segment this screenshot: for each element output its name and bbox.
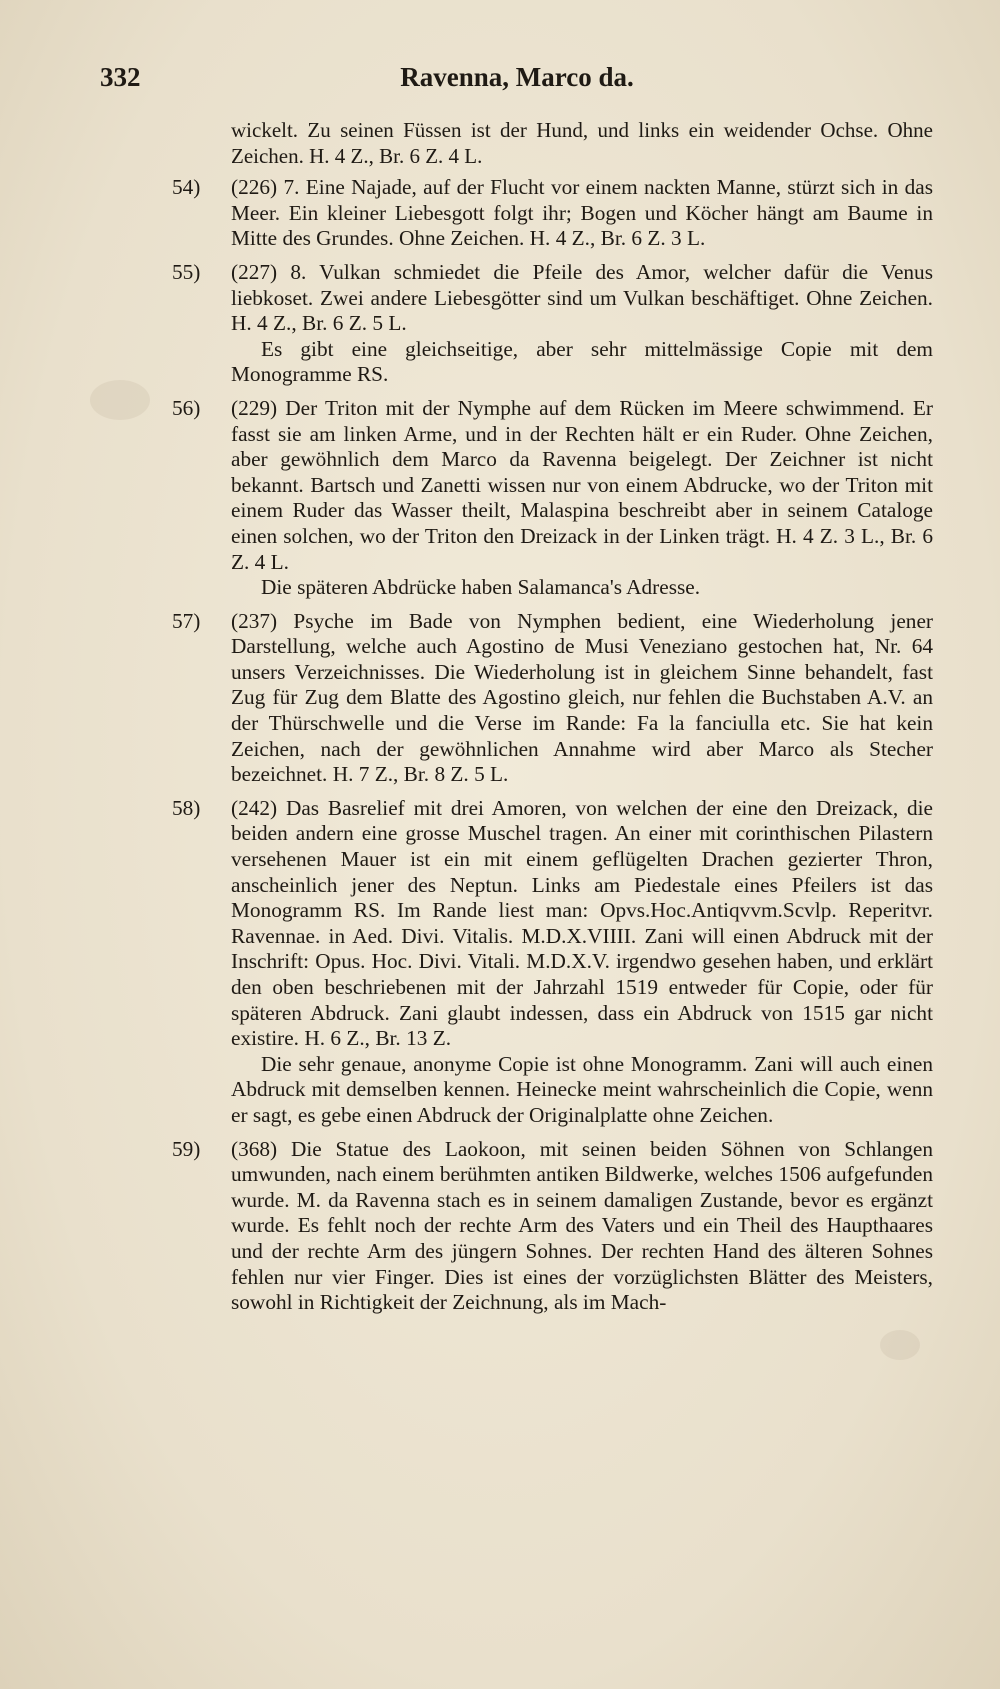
catalog-entry-54 bbox=[172, 175, 933, 252]
catalog-entry-57 bbox=[172, 608, 933, 788]
entry-paragraph: (227) 8. Vulkan schmiedet die Pfeile des Amor, welcher dafür die Venus liebkoset. Zwei andere Liebesgötter sind um Vulkan beschäftiget. Ohne Zeichen. H. 4 Z., Br. 6 Z. 5 L. bbox=[231, 259, 933, 336]
entry-paragraph: Die sehr genaue, anonyme Copie ist ohne Monogramm. Zani will auch einen Abdruck mit demselben kennen. Heinecke meint wahrscheinlich die Copie, wenn er sagt, es gebe einen Abdruck der Originalplatte ohne Zeichen. bbox=[231, 1051, 933, 1127]
catalog-entry-55 bbox=[172, 259, 933, 388]
entry-paragraph: (226) 7. Eine Najade, auf der Flucht vor einem nackten Manne, stürzt sich in das Meer. Ein kleiner Liebesgott folgt ihr; Bogen und Köcher hängt am Baume in Mitte des Grundes. Ohne Zeichen. H. 4 Z., Br. 6 Z. 3 L. bbox=[231, 175, 933, 251]
entry-number: 55) bbox=[172, 259, 201, 284]
catalog-entry-58 bbox=[172, 795, 933, 1129]
entry-number: 57) bbox=[172, 608, 201, 633]
entry-paragraph: (229) Der Triton mit der Nymphe auf dem Rücken im Meere schwimmend. Er fasst sie am linken Arme, und in der Rechten hält er ein Ruder. Ohne Zeichen, aber gewöhnlich dem Marco da Ravenna beigelegt. Der Zeichner ist nicht bekannt. Bartsch und Zanetti wissen nur von einem Abdrucke, wo der Triton mit einem Ruder das Wasser theilt, Malaspina beschreibt aber in seinem Cataloge einen solchen, wo der Triton den Dreizack in der Linken trägt. H. 4 Z. 3 L., Br. 6 Z. 4 L. bbox=[231, 395, 933, 574]
paper-stain bbox=[880, 1330, 920, 1360]
entry-number: 56) bbox=[172, 395, 201, 420]
running-title: Ravenna, Marco da. bbox=[400, 62, 634, 92]
entry-paragraph: Es gibt eine gleichseitige, aber sehr mittelmässige Copie mit dem Monogramme RS. bbox=[231, 336, 933, 387]
entry-paragraph: (368) Die Statue des Laokoon, mit seinen beiden Söhnen von Schlangen umwunden, nach einem berühmten antiken Bildwerke, welches 1506 aufgefunden wurde. M. da Ravenna stach es in seinem damaligen Zustande, bevor es ergänzt wurde. Es fehlt noch der rechte Arm des Vaters und ein Theil des Haupthaares und der rechte Arm des jüngern Sohnes. Der rechten Hand des älteren Sohnes fehlen nur vier Finger. Dies ist eines der vorzüglichsten Blätter des Meisters, sowohl in Richtigkeit der Zeichnung, als im Mach- bbox=[231, 1136, 933, 1315]
page-number: 332 bbox=[100, 62, 141, 92]
entry-number: 54) bbox=[172, 175, 201, 200]
entry-number: 58) bbox=[172, 795, 201, 820]
entry-number: 59) bbox=[172, 1136, 201, 1161]
opening-paragraph: wickelt. Zu seinen Füssen ist der Hund, und links ein weidender Ochse. Ohne Zeichen. H. 4 Z., Br. 6 Z. 4 L. bbox=[231, 118, 933, 168]
body-text bbox=[172, 118, 933, 1316]
catalog-entry-59 bbox=[172, 1136, 933, 1316]
catalog-entry-56 bbox=[172, 395, 933, 601]
paper-stain bbox=[90, 380, 150, 420]
entry-paragraph: (237) Psyche im Bade von Nymphen bedient, eine Wiederholung jener Darstellung, welche auch Agostino de Musi Veneziano gestochen hat, Nr. 64 unsers Verzeichnisses. Die Wiederholung ist in gleichem Sinne behandelt, fast Zug für Zug dem Blatte des Agostino gleich, nur fehlen die Buchstaben A.V. an der Thürschwelle und die Verse im Rande: Fa la fanciulla etc. Sie hat kein Zeichen, nach der gewöhnlichen Annahme wird aber Marco als Stecher bezeichnet. H. 7 Z., Br. 8 Z. 5 L. bbox=[231, 608, 933, 787]
entry-paragraph: (242) Das Basrelief mit drei Amoren, von welchen der eine den Dreizack, die beiden andern eine grosse Muschel tragen. An einer mit corinthischen Pilastern versehenen Mauer ist ein mit einem geflügelten Drachen gezierter Thron, anscheinlich jener des Neptun. Links am Piedestale eines Pfeilers ist das Monogramm RS. Im Rande liest man: Opvs.Hoc.Antiqvvm.Scvlp. Reperitvr. Ravennae. in Aed. Divi. Vitalis. M.D.X.VIIII. Zani will einen Abdruck mit der Inschrift: Opus. Hoc. Divi. Vitali. M.D.X.V. irgendwo gesehen haben, und erklärt den oben beschriebenen mit der Jahrzahl 1519 entweder für Copie, oder für späteren Abdruck. Zani glaubt indessen, dass ein Abdruck von 1515 gar nicht existire. H. 6 Z., Br. 13 Z. bbox=[231, 795, 933, 1051]
page-header bbox=[100, 62, 934, 106]
entry-paragraph: Die späteren Abdrücke haben Salamanca's Adresse. bbox=[261, 575, 701, 600]
